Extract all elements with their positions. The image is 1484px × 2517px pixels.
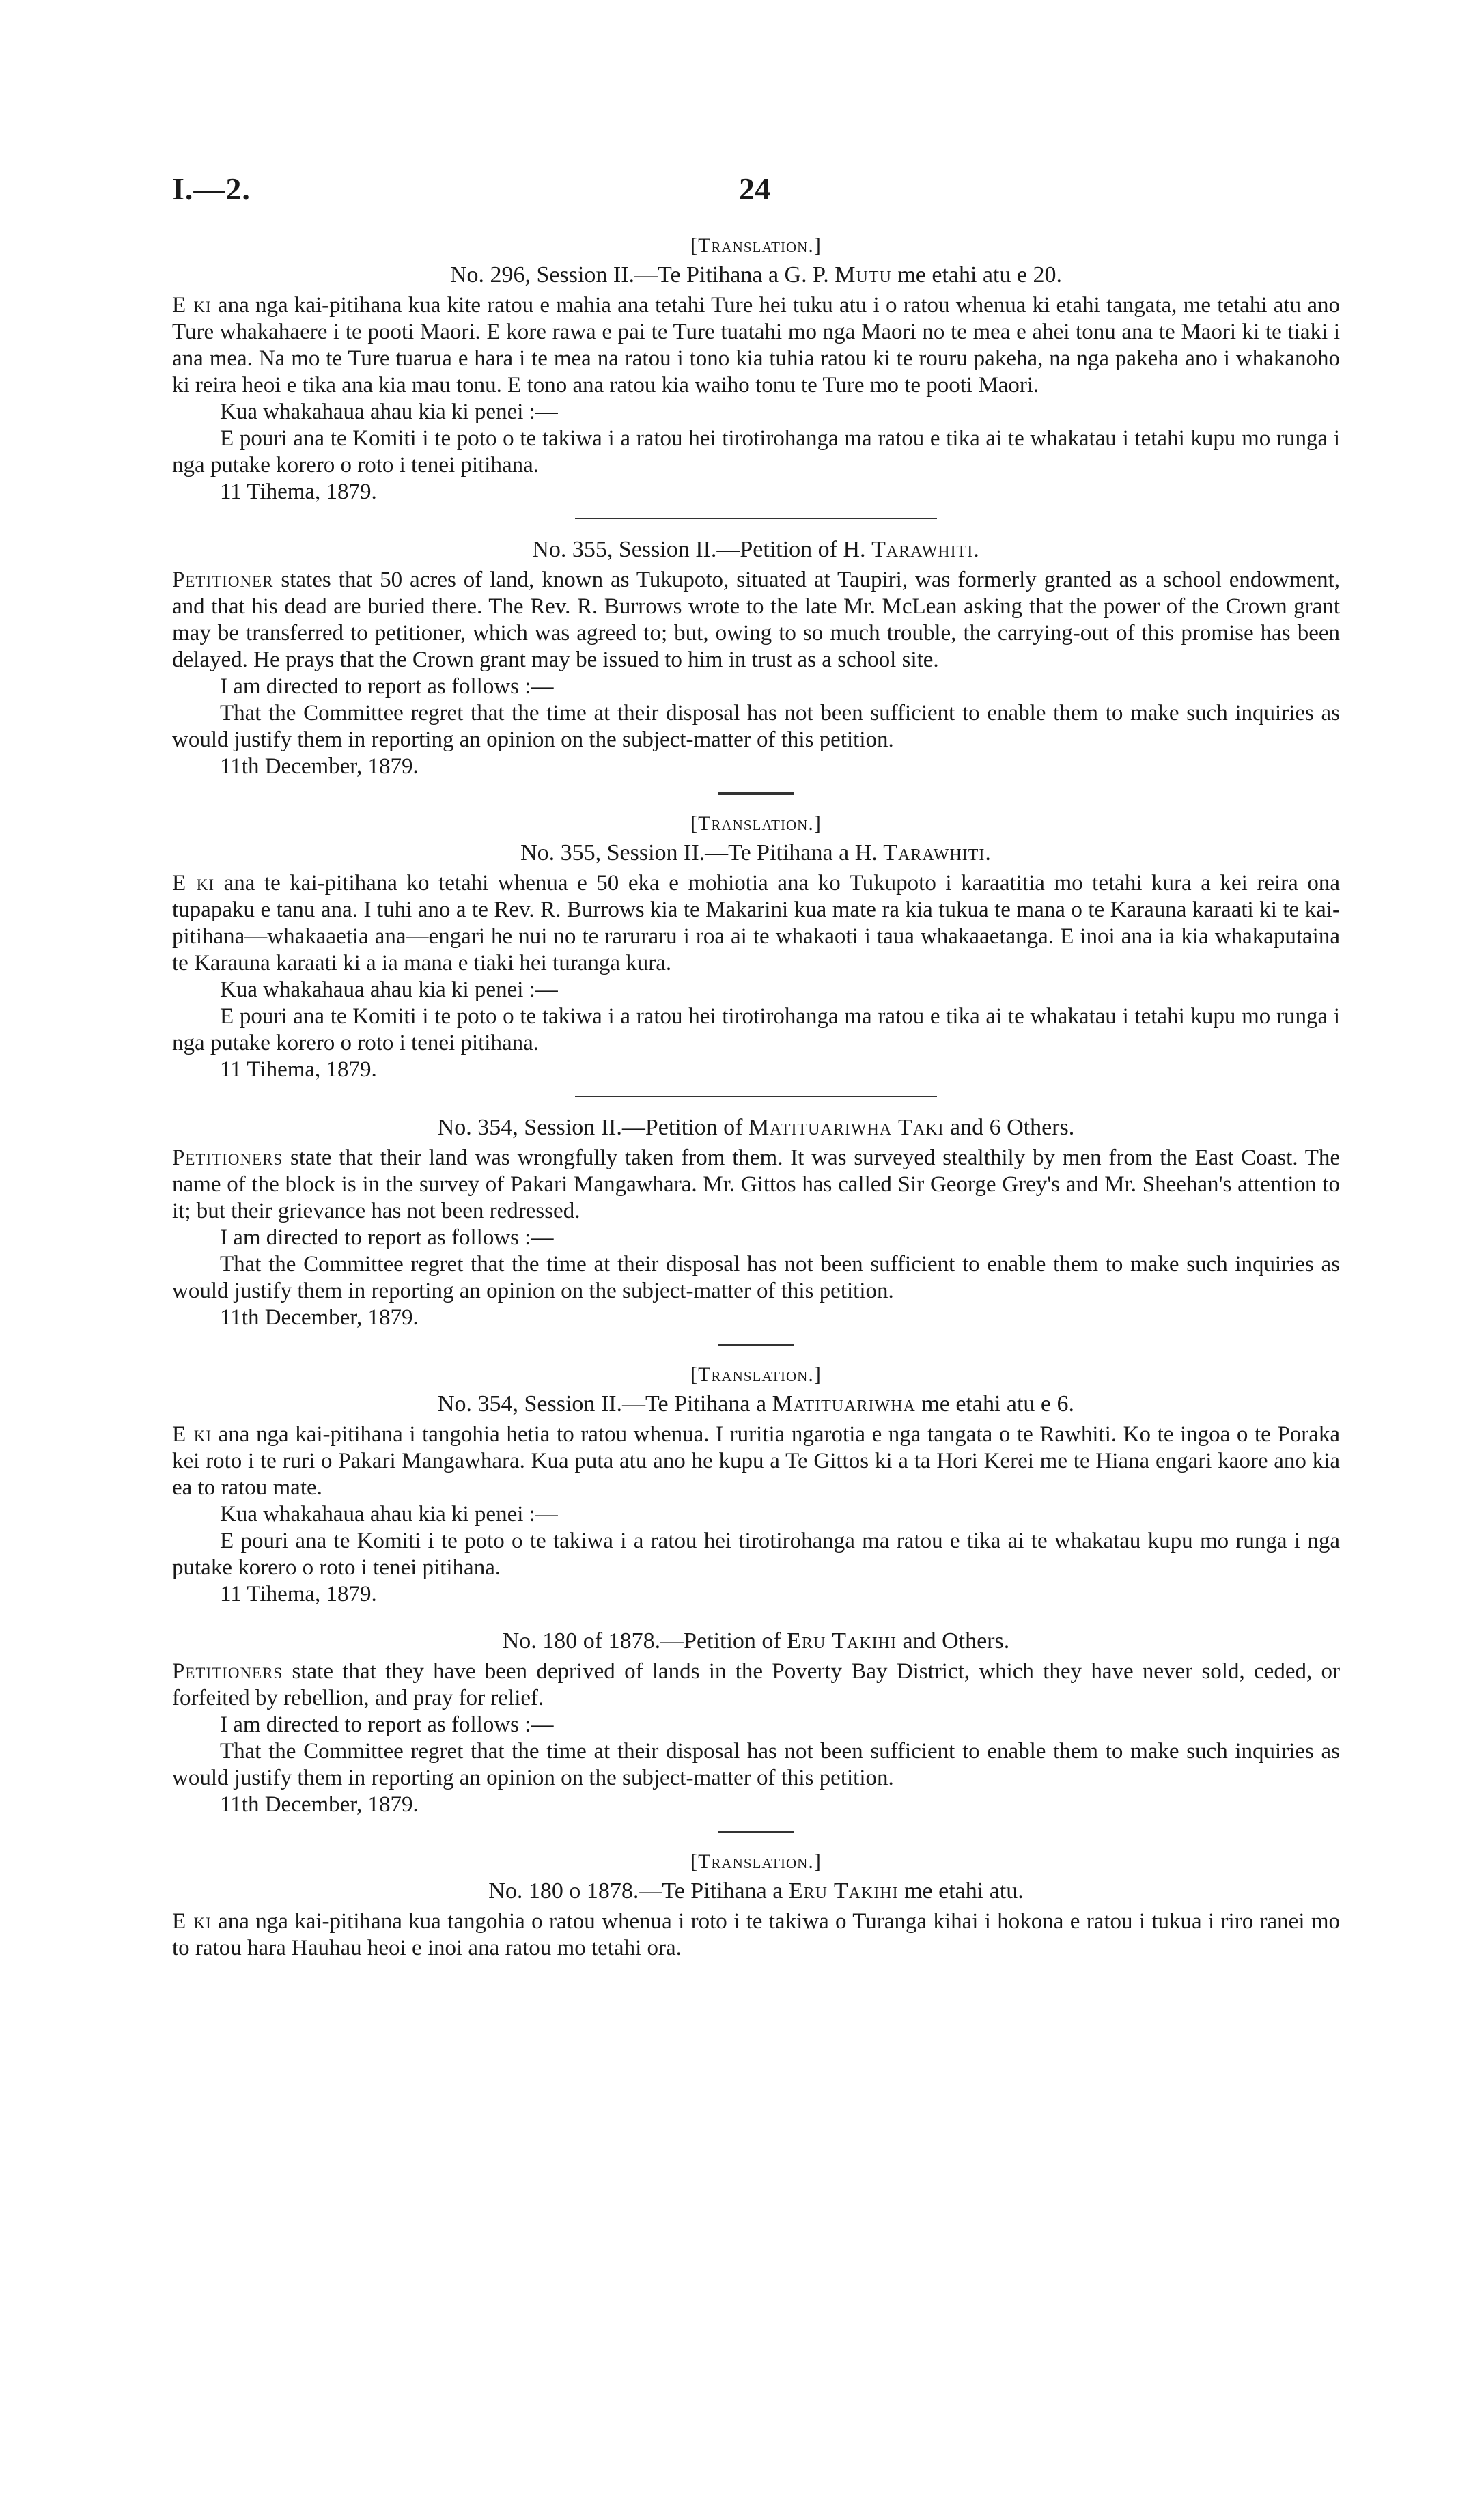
report-date: 11th December, 1879. (220, 1792, 419, 1817)
petition-summary (172, 567, 1340, 673)
page-number: 24 (739, 171, 770, 206)
petition-summary (172, 1145, 1340, 1225)
petition-entry (172, 1112, 1340, 1331)
report-date: 11th December, 1879. (220, 1305, 419, 1330)
heading-prefix: No. 355, Session II.—Te Pitihana a H. (520, 840, 884, 865)
report-directive: I am directed to report as follows :— (220, 1225, 554, 1250)
lead-word: Petitioner (172, 568, 274, 592)
committee-report: That the Committee regret that the time at their disposal has not been sufficient to enable them to make such inquiries as would justify them in reporting an opinion on the subject-matter of this petition. (172, 1252, 1340, 1303)
report-directive: Kua whakahaua ahau kia ki penei :— (220, 400, 558, 424)
petition-entry (172, 810, 1340, 1083)
report-date: 11th December, 1879. (220, 754, 419, 779)
translation-label: [Translation.] (690, 1363, 822, 1386)
heading-suffix: me etahi atu e 6. (915, 1391, 1075, 1417)
summary-text: state that their land was wrongfully taken from them. It was surveyed stealthily by men from the East Coast. The name of the block is in the survey of Pakari Mangawhara. Mr. Gittos has called Sir George Grey's and Mr. Sheehan's attention to it; but their grievance has not been redressed. (172, 1145, 1340, 1223)
petition-heading (172, 837, 1340, 869)
petitioner-name: Tarawhiti. (871, 537, 980, 562)
petition-heading (172, 1626, 1340, 1657)
lead-word: E ki (172, 1909, 212, 1934)
petition-entry (172, 1848, 1340, 1962)
summary-text: ana nga kai-pitihana i tangohia hetia to ratou whenua. I ruritia ngarotia e nga tangata o te Rawhiti. Ko te ingoa o te Poraka kei roto i te ruri o Pakari Mangawhara. Kua puta atu ano he kupu a Te Gittos ki a ta Hori Kerei me te Hiana engari kaore ano kia ea to ratou mate. (172, 1422, 1340, 1500)
section-divider (575, 1096, 937, 1097)
spacer (172, 1608, 1340, 1626)
petition-summary (172, 1421, 1340, 1501)
committee-report: E pouri ana te Komiti i te poto o te takiwa i a ratou hei tirotirohanga ma ratou e tika ai te whakatau kupu mo runga i nga putake korero o roto i tenei pitihana. (172, 1529, 1340, 1580)
petitioner-name: Matituariwha Taki (748, 1115, 944, 1140)
petitioner-name: Eru Takihi (787, 1628, 897, 1654)
report-reference: I.—2. (172, 171, 251, 206)
report-directive: I am directed to report as follows :— (220, 1712, 554, 1737)
petitioner-name: Tarawhiti. (883, 840, 992, 865)
petition-summary (172, 292, 1340, 399)
report-directive: I am directed to report as follows :— (220, 674, 554, 699)
translation-label: [Translation.] (690, 234, 822, 257)
heading-prefix: No. 180 of 1878.—Petition of (502, 1628, 787, 1654)
petition-heading (172, 260, 1340, 291)
section-divider (718, 792, 794, 795)
running-head (172, 171, 1340, 212)
section-divider (718, 1344, 794, 1346)
translation-label: [Translation.] (690, 1850, 822, 1873)
translation-label: [Translation.] (690, 812, 822, 835)
petition-entry (172, 534, 1340, 780)
summary-text: ana nga kai-pitihana kua kite ratou e mahia ana tetahi Ture hei tuku atu i o ratou whenua ki etahi tangata, me tetahi atu ano Ture whakahaere i te pooti Maori. E kore rawa e pai te Ture tuatahi mo nga Maori no te mea e ahei tonu ana te Maori ki te tiaki i ana mea. Na mo te Ture tuarua e hara i te mea na ratou i tono kia tuhia ratou ki te rouru pakeha, na nga pakeha ano i whakanoho ki reira heoi e tika ana kia mau tonu. E tono ana ratou kia waiho tonu te Ture mo te pooti Maori. (172, 293, 1340, 398)
heading-prefix: No. 354, Session II.—Petition of (437, 1115, 748, 1140)
heading-prefix: No. 355, Session II.—Petition of H. (532, 537, 872, 562)
petition-heading (172, 1876, 1340, 1907)
lead-word: E ki (172, 871, 214, 895)
petitioner-name: Eru Takihi (788, 1878, 899, 1904)
report-date: 11 Tihema, 1879. (220, 479, 377, 504)
heading-prefix: No. 354, Session II.—Te Pitihana a (437, 1391, 772, 1417)
summary-text: ana nga kai-pitihana kua tangohia o ratou whenua i roto i te takiwa o Turanga kihai i hokona e ratou i tukua i riro ranei mo to ratou hara Hauhau heoi e inoi ana ratou mo tetahi ora. (172, 1909, 1340, 1960)
petition-summary (172, 1908, 1340, 1962)
heading-prefix: No. 180 o 1878.—Te Pitihana a (488, 1878, 789, 1904)
petition-summary (172, 1658, 1340, 1712)
report-date: 11 Tihema, 1879. (220, 1582, 377, 1607)
summary-text: states that 50 acres of land, known as Tukupoto, situated at Taupiri, was formerly granted as a school endowment, and that his dead are buried there. The Rev. R. Burrows wrote to the late Mr. McLean asking that the power of the Crown grant may be transferred to petitioner, which was agreed to; but, owing to so much trouble, the carrying-out of this promise has been delayed. He prays that the Crown grant may be issued to him in trust as a school site. (172, 568, 1340, 672)
report-date: 11 Tihema, 1879. (220, 1057, 377, 1082)
section-divider (718, 1831, 794, 1833)
petitioner-name: Matituariwha (772, 1391, 916, 1417)
committee-report: That the Committee regret that the time at their disposal has not been sufficient to enable them to make such inquiries as would justify them in reporting an opinion on the subject-matter of this petition. (172, 701, 1340, 752)
heading-suffix: me etahi atu. (898, 1878, 1024, 1904)
heading-suffix: and 6 Others. (944, 1115, 1075, 1140)
committee-report: That the Committee regret that the time at their disposal has not been sufficient to enable them to make such inquiries as would justify them in reporting an opinion on the subject-matter of this petition. (172, 1739, 1340, 1790)
petition-entry (172, 1626, 1340, 1818)
petition-entry (172, 1361, 1340, 1608)
heading-suffix: and Others. (896, 1628, 1010, 1654)
lead-word: Petitioners (172, 1145, 283, 1170)
committee-report: E pouri ana te Komiti i te poto o te takiwa i a ratou hei tirotirohanga ma ratou e tika ai te whakatau i tetahi kupu mo runga i nga putake korero o roto i tenei pitihana. (172, 426, 1340, 477)
heading-prefix: No. 296, Session II.—Te Pitihana a G. P. (449, 262, 835, 288)
petition-heading (172, 1112, 1340, 1143)
summary-text: ana te kai-pitihana ko tetahi whenua e 50 eka e mohiotia ana ko Tukupoto i karaatitia mo tetahi kura a kei reira ona tupapaku e tanu ana. I tuhi ano a te Rev. R. Burrows kia te Makarini kua mate ra kia tukua te mana o te Karauna karaati ki te kai-pitihana—whakaaetia ana—engari he nui no te raruraru i roa ai te whakaoti i taua whakaaetanga. E inoi ana ia kia whakaputaina te Karauna karaati ki a ia mana e tiaki hei turanga kura. (172, 871, 1340, 975)
lead-word: E ki (172, 1422, 212, 1447)
heading-suffix: me etahi atu e 20. (891, 262, 1063, 288)
document-body (172, 232, 1340, 1962)
lead-word: E ki (172, 293, 212, 318)
section-divider (575, 518, 937, 519)
report-directive: Kua whakahaua ahau kia ki penei :— (220, 1502, 558, 1527)
petition-summary (172, 870, 1340, 977)
summary-text: state that they have been deprived of lands in the Poverty Bay District, which they have never sold, ceded, or forfeited by rebellion, and pray for relief. (172, 1659, 1340, 1710)
committee-report: E pouri ana te Komiti i te poto o te takiwa i a ratou hei tirotirohanga ma ratou e tika ai te whakatau i tetahi kupu mo runga i nga putake korero o roto i tenei pitihana. (172, 1004, 1340, 1055)
report-directive: Kua whakahaua ahau kia ki penei :— (220, 977, 558, 1002)
lead-word: Petitioners (172, 1659, 283, 1684)
petitioner-name: Mutu (835, 262, 892, 288)
petition-heading (172, 1389, 1340, 1420)
petition-heading (172, 534, 1340, 566)
petition-entry (172, 232, 1340, 505)
